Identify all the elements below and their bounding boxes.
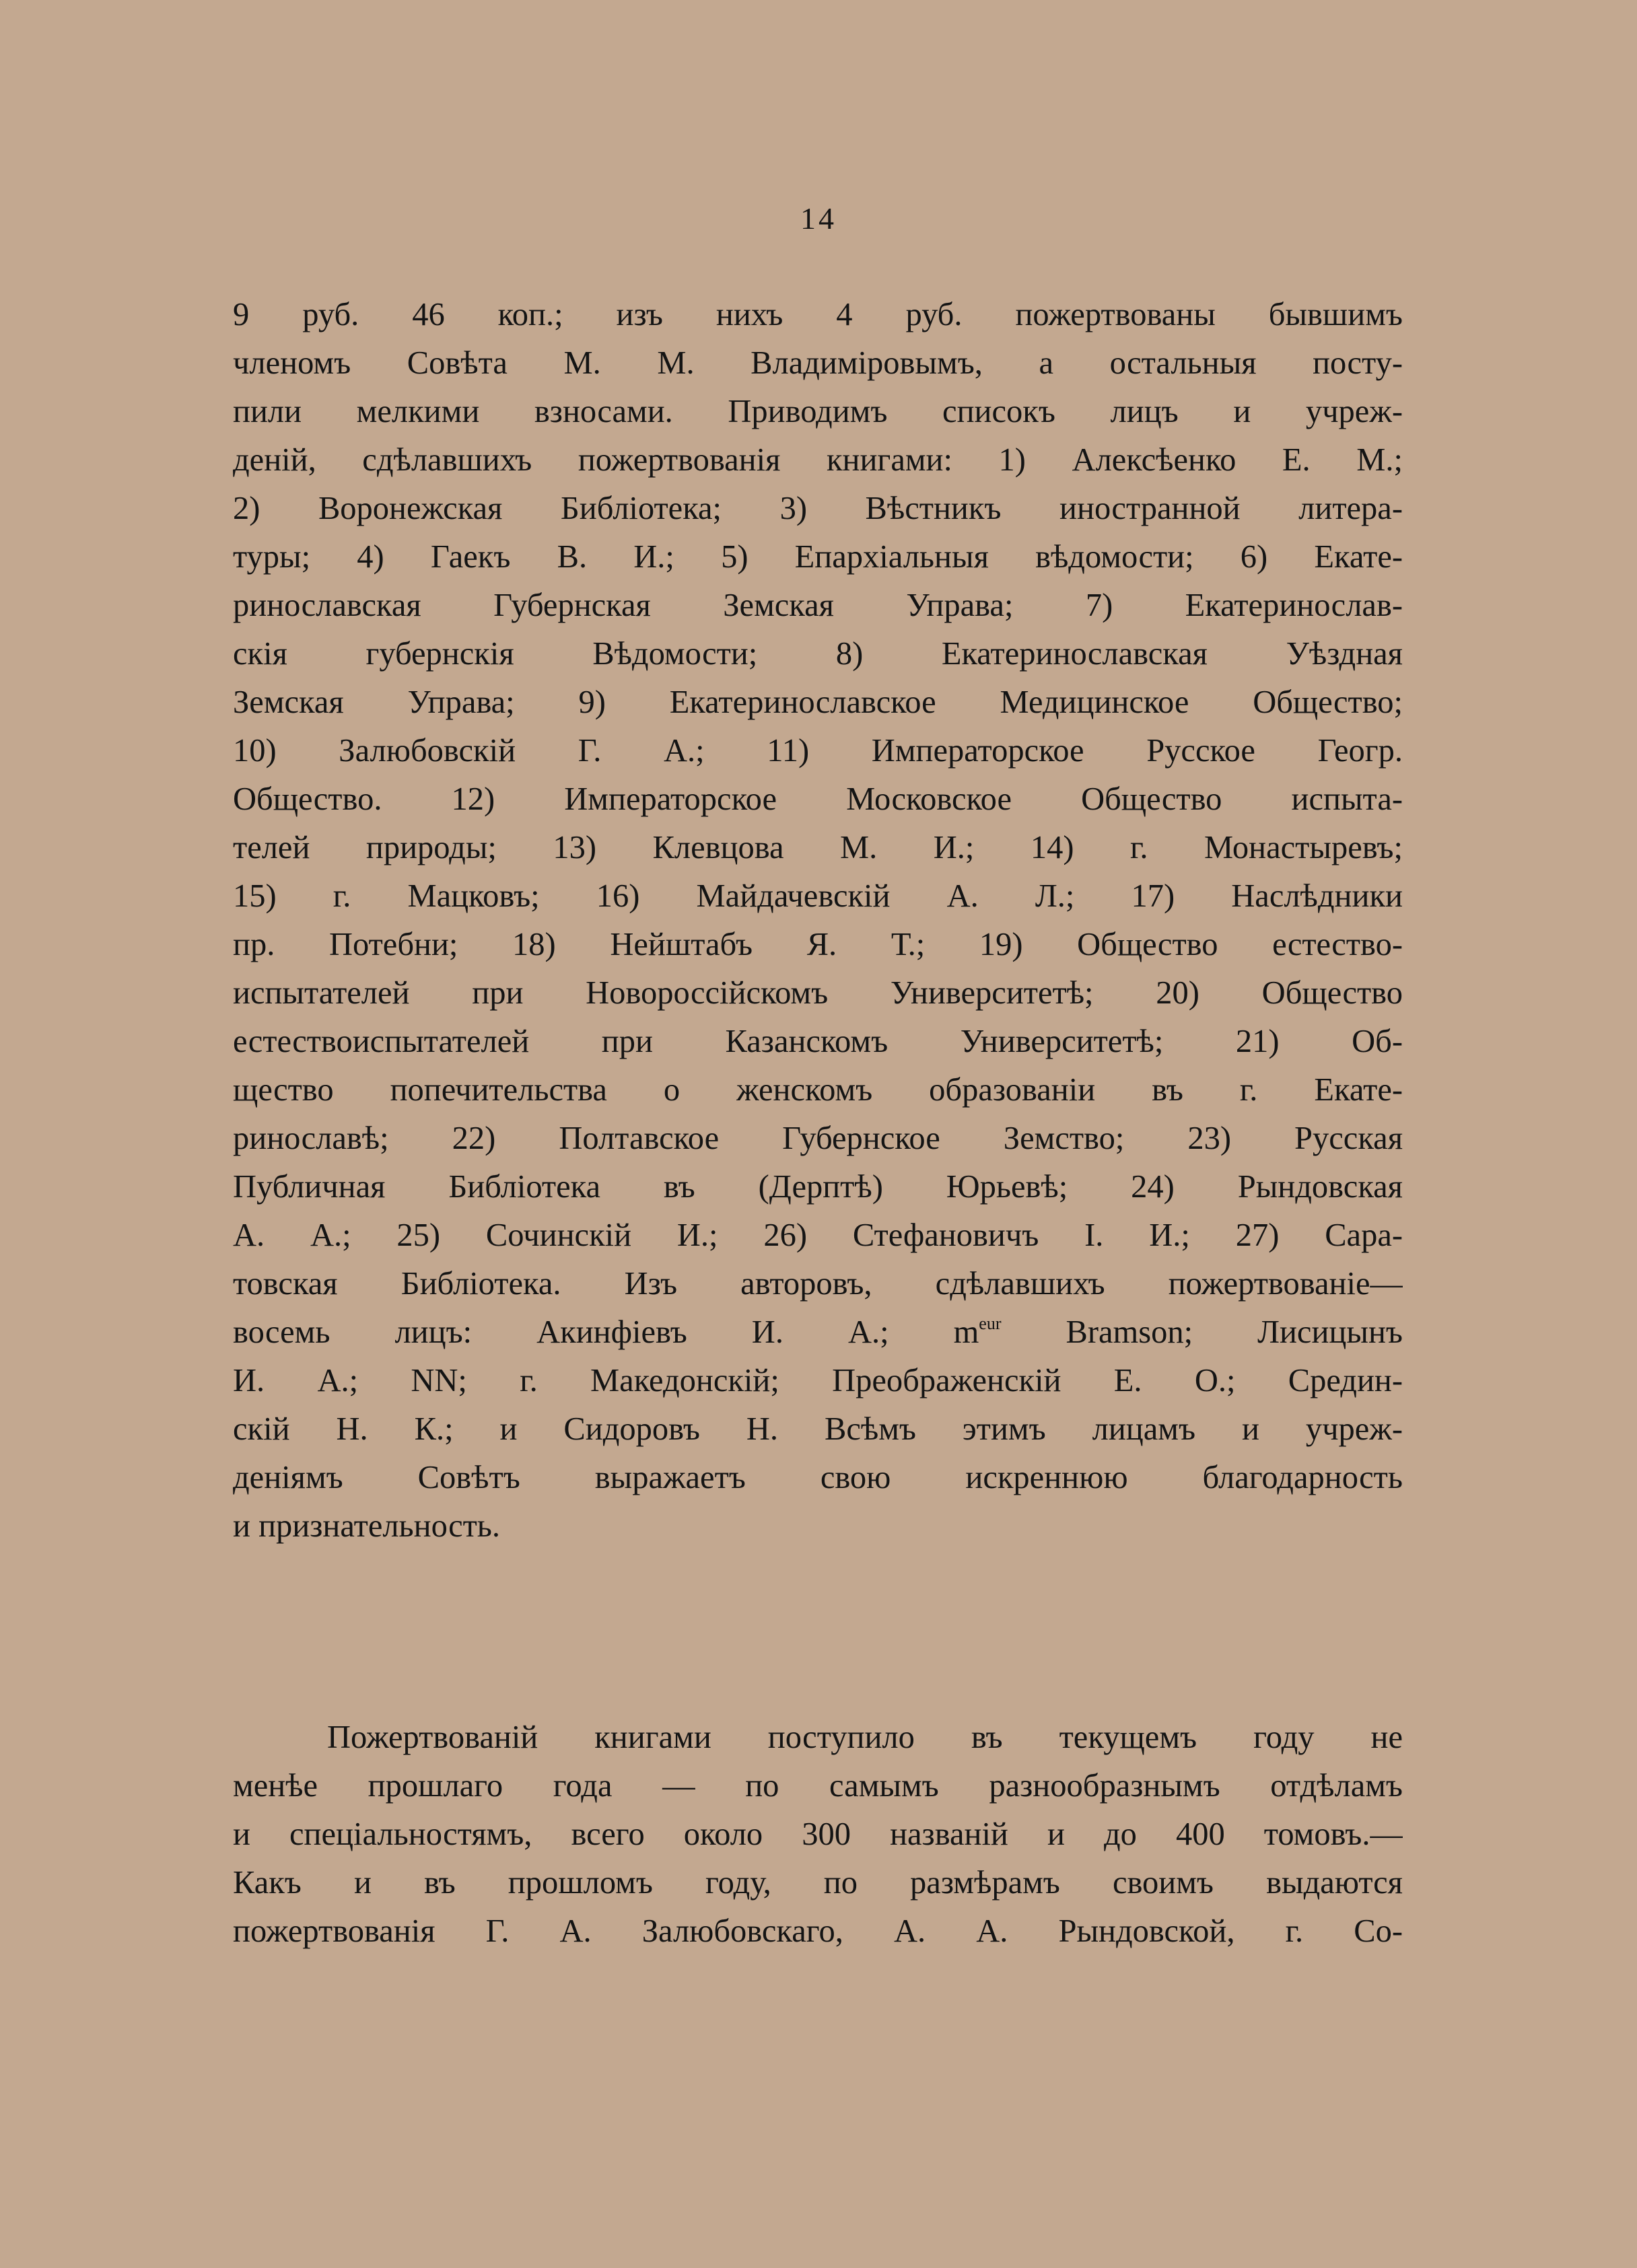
page-number: 14 bbox=[800, 201, 837, 236]
text-line: испытателей при Новороссійскомъ Университетѣ; 20) Общество bbox=[233, 975, 1403, 1011]
text-line: И. А.; NN; г. Македонскій; Преображенскій Е. О.; Средин- bbox=[233, 1363, 1403, 1398]
text-line: ринославская Губернская Земская Управа; 7) Екатеринослав- bbox=[233, 588, 1403, 623]
text-line: пили мелкими взносами. Приводимъ списокъ лицъ и учреж- bbox=[233, 394, 1403, 429]
line-start: восемь лицъ: Акинфіевъ И. А.; m bbox=[233, 1314, 979, 1350]
text-line: менѣе прошлаго года — по самымъ разнообразнымъ отдѣламъ bbox=[233, 1768, 1403, 1804]
text-line: и признательность. bbox=[233, 1508, 501, 1544]
text-line: скія губернскія Вѣдомости; 8) Екатеринославская Уѣздная bbox=[233, 636, 1403, 672]
paragraph-1 bbox=[233, 291, 1403, 1551]
text-line: А. А.; 25) Сочинскій И.; 26) Стефановичъ І. И.; 27) Сара- bbox=[233, 1217, 1403, 1253]
superscript: eur bbox=[979, 1314, 1002, 1333]
text-line: 2) Воронежская Библіотека; 3) Вѣстникъ иностранной литера- bbox=[233, 491, 1403, 526]
text-line: скій Н. К.; и Сидоровъ Н. Всѣмъ этимъ лицамъ и учреж- bbox=[233, 1411, 1403, 1447]
text-line: 15) г. Мацковъ; 16) Майдачевскій А. Л.; 17) Наслѣдники bbox=[233, 878, 1403, 914]
text-line: 10) Залюбовскій Г. А.; 11) Императорское Русское Геогр. bbox=[233, 733, 1403, 769]
text-line: членомъ Совѣта М. М. Владиміровымъ, а остальныя посту- bbox=[233, 345, 1403, 381]
text-line: Публичная Библіотека въ (Дерптѣ) Юрьевѣ; 24) Рындовская bbox=[233, 1169, 1403, 1205]
line-end: Bramson; Лисицынъ bbox=[1001, 1314, 1403, 1350]
text-line: естествоиспытателей при Казанскомъ Университетѣ; 21) Об- bbox=[233, 1024, 1403, 1059]
paragraph-2 bbox=[233, 1713, 1403, 1956]
text-line: деніямъ Совѣтъ выражаетъ свою искреннюю благодарность bbox=[233, 1460, 1403, 1495]
text-line: и спеціальностямъ, всего около 300 названій и до 400 томовъ.— bbox=[233, 1816, 1403, 1852]
text-line: Какъ и въ прошломъ году, по размѣрамъ своимъ выдаются bbox=[233, 1865, 1403, 1901]
text-line: пожертвованія Г. А. Залюбовскаго, А. А. Рындовской, г. Со- bbox=[233, 1913, 1403, 1949]
text-line: 9 руб. 46 коп.; изъ нихъ 4 руб. пожертвованы бывшимъ bbox=[233, 297, 1403, 332]
text-line: Пожертвованій книгами поступило въ текущемъ году не bbox=[327, 1720, 1403, 1755]
text-line: Общество. 12) Императорское Московское Общество испыта- bbox=[233, 781, 1403, 817]
text-line: туры; 4) Гаекъ В. И.; 5) Епархіальныя вѣдомости; 6) Екате- bbox=[233, 539, 1403, 575]
text-line: ринославѣ; 22) Полтавское Губернское Земство; 23) Русская bbox=[233, 1121, 1403, 1156]
text-line: Земская Управа; 9) Екатеринославское Медицинское Общество; bbox=[233, 684, 1403, 720]
text-line: деній, сдѣлавшихъ пожертвованія книгами: 1) Алексѣенко Е. М.; bbox=[233, 442, 1403, 478]
text-line: товская Библіотека. Изъ авторовъ, сдѣлавшихъ пожертвованіе— bbox=[233, 1266, 1403, 1302]
text-line-with-superscript bbox=[233, 1308, 1403, 1357]
text-line: пр. Потебни; 18) Нейштабъ Я. Т.; 19) Общество естество- bbox=[233, 927, 1403, 962]
text-line: телей природы; 13) Клевцова М. И.; 14) г. Монастыревъ; bbox=[233, 830, 1403, 865]
text-line: щество попечительства о женскомъ образованіи въ г. Екате- bbox=[233, 1072, 1403, 1108]
